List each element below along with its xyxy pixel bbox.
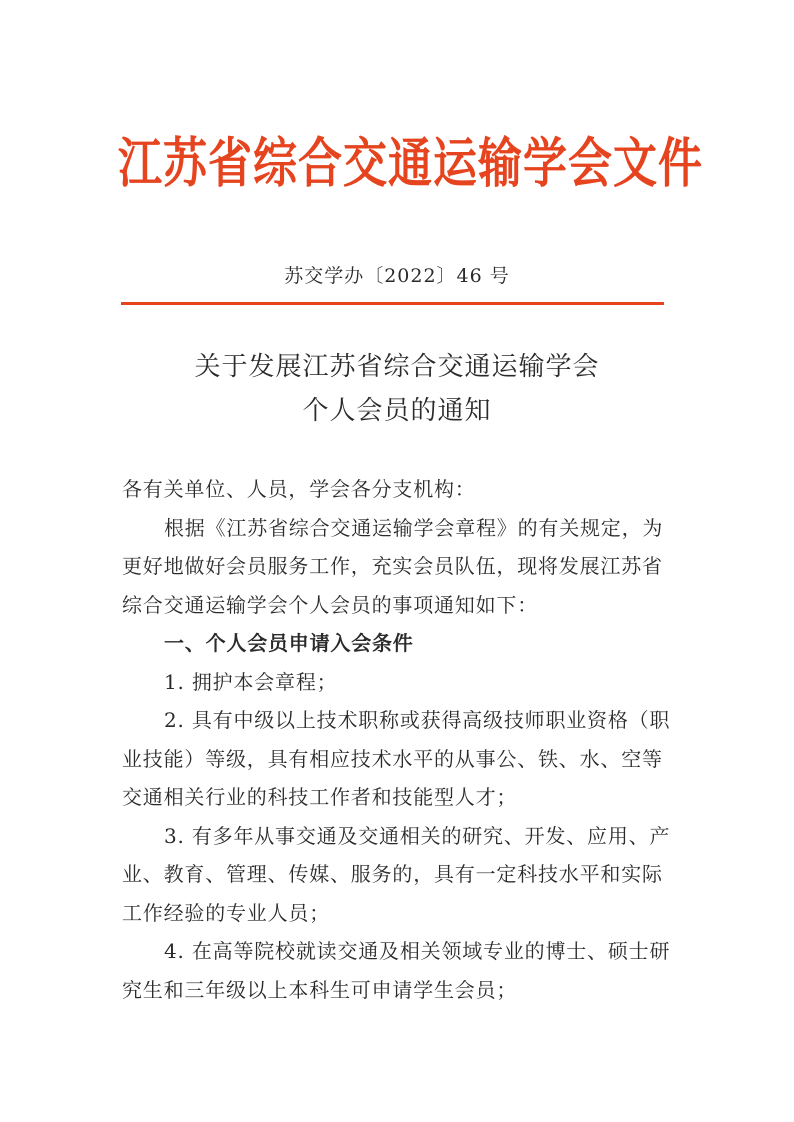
section-heading-1: 一、个人会员申请入会条件 [164, 631, 414, 655]
notice-title-line-2: 个人会员的通知 [302, 396, 492, 426]
salutation: 各有关单位、人员，学会各分支机构： [122, 477, 476, 501]
notice-title [0, 345, 794, 433]
notice-body [122, 470, 682, 1009]
intro-paragraph: 根据《江苏省综合交通运输学会章程》的有关规定，为更好地做好会员服务工作，充实会员队伍，现将发展江苏省综合交通运输学会个人会员的事项通知如下： [122, 515, 664, 617]
condition-item-2: 2. 具有中级以上技术职称或获得高级技师职业资格（职业技能）等级，具有相应技术水平的从事公、铁、水、空等交通相关行业的科技工作者和技能型人才； [122, 708, 671, 809]
header-red-rule [121, 302, 664, 305]
document-header-title: 江苏省综合交通运输学会文件 [118, 132, 703, 195]
condition-item-4: 4. 在高等院校就读交通及相关领域专业的博士、硕士研究生和三年级以上本科生可申请学生会员； [122, 939, 671, 1002]
document-number: 苏交学办〔2022〕46 号 [284, 265, 510, 287]
condition-item-3: 3. 有多年从事交通及交通相关的研究、开发、应用、产业、教育、管理、传媒、服务的，具有一定科技水平和实际工作经验的专业人员； [122, 823, 671, 925]
notice-title-line-1: 关于发展江苏省综合交通运输学会 [194, 352, 600, 382]
condition-item-1: 1. 拥护本会章程； [164, 669, 338, 694]
